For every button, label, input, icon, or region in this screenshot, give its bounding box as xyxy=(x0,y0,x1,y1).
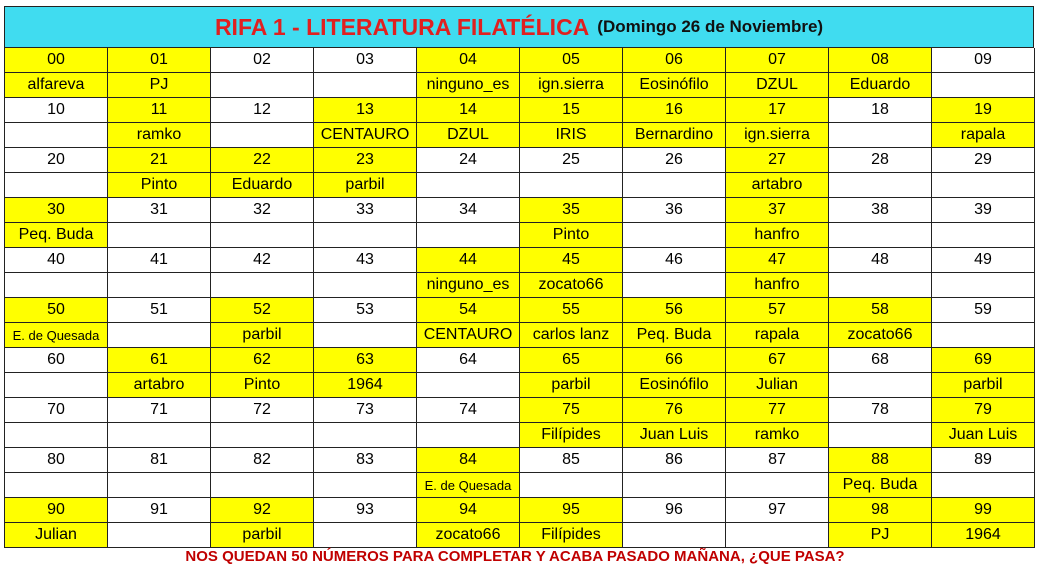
raffle-buyer-cell xyxy=(829,123,932,148)
raffle-buyer-cell: Eosinófilo xyxy=(623,373,726,398)
raffle-buyer-cell xyxy=(623,273,726,298)
raffle-buyer-cell: hanfro xyxy=(726,273,829,298)
raffle-number-grid xyxy=(4,48,1034,548)
raffle-number-cell: 16 xyxy=(623,98,726,123)
raffle-buyer-cell: Pinto xyxy=(211,373,314,398)
raffle-number-cell: 05 xyxy=(520,48,623,73)
raffle-buyer-cell xyxy=(314,523,417,548)
raffle-number-cell: 62 xyxy=(211,348,314,373)
raffle-buyer-cell xyxy=(829,373,932,398)
raffle-number-cell: 80 xyxy=(5,448,108,473)
raffle-number-cell: 56 xyxy=(623,298,726,323)
raffle-buyer-cell: hanfro xyxy=(726,223,829,248)
raffle-buyer-cell: artabro xyxy=(108,373,211,398)
raffle-buyer-cell xyxy=(829,173,932,198)
raffle-buyer-cell: ninguno_es xyxy=(417,273,520,298)
raffle-number-cell: 74 xyxy=(417,398,520,423)
raffle-buyer-cell: artabro xyxy=(726,173,829,198)
raffle-number-cell: 30 xyxy=(5,198,108,223)
raffle-buyer-cell: 1964 xyxy=(314,373,417,398)
raffle-buyer-cell: parbil xyxy=(211,323,314,348)
raffle-buyer-cell: Eduardo xyxy=(211,173,314,198)
raffle-number-cell: 02 xyxy=(211,48,314,73)
raffle-buyer-cell xyxy=(211,473,314,498)
raffle-number-cell: 37 xyxy=(726,198,829,223)
raffle-number-cell: 10 xyxy=(5,98,108,123)
raffle-number-cell: 69 xyxy=(932,348,1035,373)
raffle-number-cell: 87 xyxy=(726,448,829,473)
raffle-number-cell: 64 xyxy=(417,348,520,373)
raffle-number-cell: 34 xyxy=(417,198,520,223)
raffle-buyer-cell: Eduardo xyxy=(829,73,932,98)
raffle-buyer-cell xyxy=(932,273,1035,298)
raffle-number-cell: 26 xyxy=(623,148,726,173)
raffle-buyer-cell xyxy=(5,273,108,298)
raffle-buyer-cell: ign.sierra xyxy=(726,123,829,148)
raffle-number-cell: 27 xyxy=(726,148,829,173)
raffle-number-cell: 91 xyxy=(108,498,211,523)
raffle-number-cell: 75 xyxy=(520,398,623,423)
raffle-buyer-cell: zocato66 xyxy=(520,273,623,298)
raffle-buyer-cell: E. de Quesada xyxy=(5,323,108,348)
raffle-buyer-cell xyxy=(108,323,211,348)
raffle-number-cell: 21 xyxy=(108,148,211,173)
raffle-buyer-cell xyxy=(211,423,314,448)
raffle-buyer-cell xyxy=(5,173,108,198)
raffle-number-cell: 76 xyxy=(623,398,726,423)
raffle-number-cell: 70 xyxy=(5,398,108,423)
raffle-buyer-cell xyxy=(5,423,108,448)
raffle-number-cell: 14 xyxy=(417,98,520,123)
raffle-buyer-cell xyxy=(932,173,1035,198)
raffle-buyer-cell: alfareva xyxy=(5,73,108,98)
raffle-buyer-cell xyxy=(211,73,314,98)
raffle-number-cell: 41 xyxy=(108,248,211,273)
raffle-buyer-cell: CENTAURO xyxy=(314,123,417,148)
raffle-buyer-cell xyxy=(211,223,314,248)
raffle-buyer-cell: Filípides xyxy=(520,423,623,448)
raffle-buyer-cell: DZUL xyxy=(417,123,520,148)
raffle-number-cell: 93 xyxy=(314,498,417,523)
raffle-number-cell: 35 xyxy=(520,198,623,223)
raffle-number-cell: 36 xyxy=(623,198,726,223)
raffle-number-cell: 67 xyxy=(726,348,829,373)
raffle-number-cell: 32 xyxy=(211,198,314,223)
raffle-number-cell: 79 xyxy=(932,398,1035,423)
raffle-number-cell: 98 xyxy=(829,498,932,523)
raffle-buyer-cell: Peq. Buda xyxy=(623,323,726,348)
page-title: RIFA 1 - LITERATURA FILATÉLICA xyxy=(214,13,590,40)
raffle-number-cell: 63 xyxy=(314,348,417,373)
raffle-buyer-cell: Eosinófilo xyxy=(623,73,726,98)
raffle-buyer-cell xyxy=(108,223,211,248)
raffle-number-cell: 00 xyxy=(5,48,108,73)
raffle-number-cell: 83 xyxy=(314,448,417,473)
raffle-number-cell: 89 xyxy=(932,448,1035,473)
raffle-number-cell: 77 xyxy=(726,398,829,423)
raffle-buyer-cell xyxy=(623,223,726,248)
raffle-buyer-cell: DZUL xyxy=(726,73,829,98)
raffle-buyer-cell xyxy=(932,473,1035,498)
raffle-number-cell: 54 xyxy=(417,298,520,323)
raffle-number-cell: 81 xyxy=(108,448,211,473)
raffle-number-cell: 31 xyxy=(108,198,211,223)
raffle-buyer-cell: 1964 xyxy=(932,523,1035,548)
raffle-number-cell: 59 xyxy=(932,298,1035,323)
raffle-number-cell: 44 xyxy=(417,248,520,273)
raffle-number-cell: 60 xyxy=(5,348,108,373)
raffle-number-cell: 47 xyxy=(726,248,829,273)
raffle-buyer-cell: parbil xyxy=(211,523,314,548)
raffle-number-cell: 66 xyxy=(623,348,726,373)
raffle-buyer-cell: PJ xyxy=(829,523,932,548)
raffle-buyer-cell xyxy=(932,223,1035,248)
raffle-buyer-cell xyxy=(726,473,829,498)
raffle-number-cell: 06 xyxy=(623,48,726,73)
raffle-number-cell: 22 xyxy=(211,148,314,173)
raffle-number-cell: 23 xyxy=(314,148,417,173)
raffle-buyer-cell xyxy=(932,323,1035,348)
raffle-buyer-cell: zocato66 xyxy=(417,523,520,548)
raffle-number-cell: 61 xyxy=(108,348,211,373)
raffle-buyer-cell: PJ xyxy=(108,73,211,98)
raffle-buyer-cell: Juan Luis xyxy=(932,423,1035,448)
raffle-buyer-cell: Julian xyxy=(5,523,108,548)
raffle-buyer-cell: E. de Quesada xyxy=(417,473,520,498)
raffle-buyer-cell xyxy=(314,423,417,448)
raffle-number-cell: 84 xyxy=(417,448,520,473)
raffle-number-cell: 68 xyxy=(829,348,932,373)
raffle-buyer-cell xyxy=(314,73,417,98)
raffle-number-cell: 48 xyxy=(829,248,932,273)
raffle-number-cell: 82 xyxy=(211,448,314,473)
raffle-buyer-cell xyxy=(108,523,211,548)
raffle-number-cell: 88 xyxy=(829,448,932,473)
raffle-number-cell: 08 xyxy=(829,48,932,73)
raffle-number-cell: 29 xyxy=(932,148,1035,173)
raffle-number-cell: 78 xyxy=(829,398,932,423)
raffle-sheet xyxy=(4,6,1034,548)
raffle-buyer-cell xyxy=(314,323,417,348)
raffle-buyer-cell xyxy=(520,173,623,198)
raffle-buyer-cell xyxy=(726,523,829,548)
raffle-number-cell: 46 xyxy=(623,248,726,273)
raffle-number-cell: 92 xyxy=(211,498,314,523)
raffle-buyer-cell xyxy=(623,473,726,498)
raffle-buyer-cell xyxy=(829,223,932,248)
raffle-buyer-cell: Peq. Buda xyxy=(5,223,108,248)
raffle-number-cell: 13 xyxy=(314,98,417,123)
raffle-number-cell: 52 xyxy=(211,298,314,323)
raffle-buyer-cell xyxy=(417,173,520,198)
raffle-buyer-cell xyxy=(5,373,108,398)
raffle-number-cell: 18 xyxy=(829,98,932,123)
raffle-number-cell: 17 xyxy=(726,98,829,123)
raffle-number-cell: 99 xyxy=(932,498,1035,523)
raffle-number-cell: 09 xyxy=(932,48,1035,73)
raffle-number-cell: 94 xyxy=(417,498,520,523)
raffle-buyer-cell: Bernardino xyxy=(623,123,726,148)
raffle-buyer-cell xyxy=(932,73,1035,98)
raffle-number-cell: 85 xyxy=(520,448,623,473)
raffle-number-cell: 38 xyxy=(829,198,932,223)
raffle-number-cell: 95 xyxy=(520,498,623,523)
raffle-number-cell: 43 xyxy=(314,248,417,273)
raffle-number-cell: 72 xyxy=(211,398,314,423)
raffle-buyer-cell: Julian xyxy=(726,373,829,398)
raffle-buyer-cell xyxy=(623,173,726,198)
raffle-buyer-cell xyxy=(623,523,726,548)
raffle-buyer-cell xyxy=(417,223,520,248)
raffle-number-cell: 39 xyxy=(932,198,1035,223)
title-bar xyxy=(4,6,1034,48)
raffle-number-cell: 65 xyxy=(520,348,623,373)
raffle-buyer-cell: rapala xyxy=(726,323,829,348)
raffle-buyer-cell xyxy=(5,473,108,498)
raffle-number-cell: 07 xyxy=(726,48,829,73)
raffle-number-cell: 03 xyxy=(314,48,417,73)
raffle-buyer-cell xyxy=(211,273,314,298)
raffle-number-cell: 01 xyxy=(108,48,211,73)
raffle-buyer-cell xyxy=(314,273,417,298)
raffle-number-cell: 86 xyxy=(623,448,726,473)
raffle-number-cell: 19 xyxy=(932,98,1035,123)
raffle-number-cell: 71 xyxy=(108,398,211,423)
raffle-buyer-cell xyxy=(520,473,623,498)
raffle-number-cell: 20 xyxy=(5,148,108,173)
raffle-buyer-cell xyxy=(829,423,932,448)
raffle-buyer-cell: Pinto xyxy=(108,173,211,198)
raffle-buyer-cell: parbil xyxy=(932,373,1035,398)
raffle-buyer-cell: parbil xyxy=(520,373,623,398)
raffle-number-cell: 55 xyxy=(520,298,623,323)
raffle-buyer-cell: ign.sierra xyxy=(520,73,623,98)
raffle-number-cell: 51 xyxy=(108,298,211,323)
raffle-number-cell: 42 xyxy=(211,248,314,273)
raffle-number-cell: 33 xyxy=(314,198,417,223)
raffle-buyer-cell: CENTAURO xyxy=(417,323,520,348)
raffle-number-cell: 57 xyxy=(726,298,829,323)
raffle-buyer-cell: Juan Luis xyxy=(623,423,726,448)
raffle-buyer-cell xyxy=(108,473,211,498)
raffle-buyer-cell: ninguno_es xyxy=(417,73,520,98)
raffle-number-cell: 96 xyxy=(623,498,726,523)
raffle-number-cell: 11 xyxy=(108,98,211,123)
raffle-buyer-cell: Peq. Buda xyxy=(829,473,932,498)
page-subtitle-date: (Domingo 26 de Noviembre) xyxy=(597,17,824,36)
raffle-number-cell: 90 xyxy=(5,498,108,523)
raffle-buyer-cell: ramko xyxy=(108,123,211,148)
raffle-buyer-cell: Pinto xyxy=(520,223,623,248)
raffle-number-cell: 73 xyxy=(314,398,417,423)
raffle-buyer-cell: rapala xyxy=(932,123,1035,148)
raffle-number-cell: 50 xyxy=(5,298,108,323)
raffle-buyer-cell: ramko xyxy=(726,423,829,448)
raffle-number-cell: 12 xyxy=(211,98,314,123)
footer-notice: NOS QUEDAN 50 NÚMEROS PARA COMPLETAR Y ACABA PASADO MAÑANA, ¿QUE PASA? xyxy=(185,548,845,565)
raffle-number-cell: 40 xyxy=(5,248,108,273)
raffle-buyer-cell: Filípides xyxy=(520,523,623,548)
raffle-buyer-cell xyxy=(829,273,932,298)
raffle-number-cell: 58 xyxy=(829,298,932,323)
raffle-number-cell: 24 xyxy=(417,148,520,173)
raffle-buyer-cell: carlos lanz xyxy=(520,323,623,348)
raffle-buyer-cell: zocato66 xyxy=(829,323,932,348)
raffle-number-cell: 49 xyxy=(932,248,1035,273)
raffle-buyer-cell xyxy=(5,123,108,148)
raffle-number-cell: 25 xyxy=(520,148,623,173)
raffle-number-cell: 97 xyxy=(726,498,829,523)
raffle-number-cell: 04 xyxy=(417,48,520,73)
raffle-buyer-cell xyxy=(314,223,417,248)
raffle-buyer-cell xyxy=(108,423,211,448)
raffle-buyer-cell xyxy=(211,123,314,148)
raffle-number-cell: 53 xyxy=(314,298,417,323)
raffle-number-cell: 28 xyxy=(829,148,932,173)
raffle-number-cell: 45 xyxy=(520,248,623,273)
raffle-number-cell: 15 xyxy=(520,98,623,123)
raffle-buyer-cell xyxy=(417,423,520,448)
raffle-buyer-cell: parbil xyxy=(314,173,417,198)
raffle-buyer-cell xyxy=(108,273,211,298)
raffle-buyer-cell xyxy=(314,473,417,498)
raffle-buyer-cell: IRIS xyxy=(520,123,623,148)
raffle-buyer-cell xyxy=(417,373,520,398)
